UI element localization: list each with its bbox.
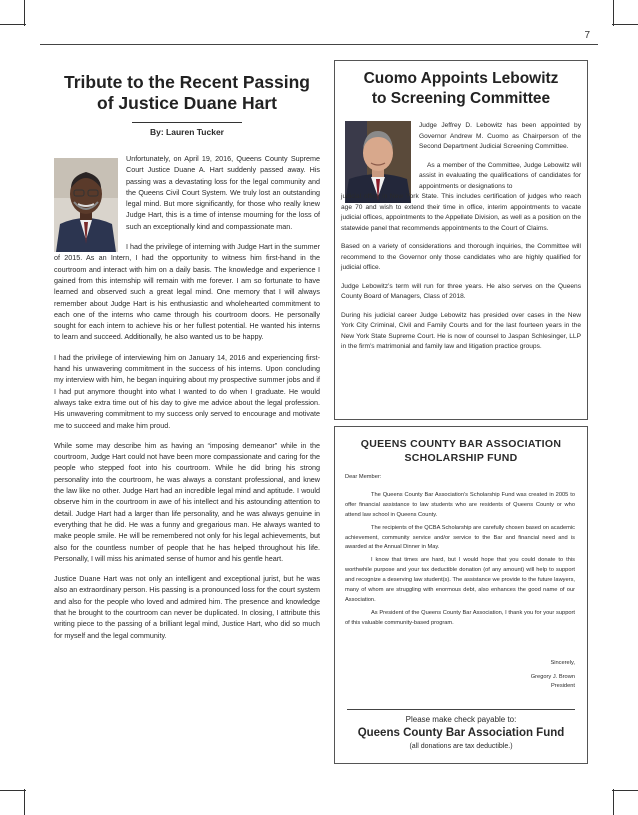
tribute-paragraph: While some may describe him as having an “imposing demeanor” while in the courtroom, Judge Hart could not have been more compassionate and caring for the people who stepped foot into his courtroom. While he did bring his strong personality into the courtroom, he was always a constant professional, and knew the law like no other. Judge Hart had an incredible legal mind and aptitude. I would observe him in the courtroom in awe of his intellect and his astounding attention to detail. Judge Hart had a larger than life personality, and he was always genuine in everything that he did. He was a funny and gregarious man. He always wanted to make people smile. He will be remembered not only for his legal achievements, but also for the countless number of people that he has helped throughout his life. Personally, I will miss his animated sense of humor and his gentle heart.: [54, 440, 320, 563]
cuomo-paragraph: During his judicial career Judge Lebowitz has presided over cases in the New York City Criminal, Civil and Family Courts and for the last fourteen years in the New York State Supreme Court. He is now of counsel to Jaspan Schlesinger, LLP in the firm’s matrimonial and family law and litigation practice groups.: [341, 311, 581, 350]
crop-mark: [613, 789, 614, 815]
cuomo-title-line2: to Screening Committee: [371, 90, 551, 107]
byline: [54, 122, 320, 137]
closing: Sincerely,: [550, 660, 575, 666]
header-rule: [40, 44, 598, 45]
crop-mark: [613, 0, 614, 26]
cuomo-paragraph: judicial office in New York State. This includes certification of judges who reach age 70 and wish to extend their time in office, interim appointments to vacate judicial offices, appointments to the Appellate Division, as well as a position on the statewide panel that recommends appointments to the Court of Claims.: [341, 193, 581, 232]
scholarship-title-line1: QUEENS COUNTY BAR ASSOCIATION: [360, 438, 562, 450]
byline-text: By: Lauren Tucker: [149, 127, 224, 137]
cuomo-title-line1: Cuomo Appoints Lebowitz: [363, 70, 559, 87]
cuomo-title: [335, 69, 587, 109]
scholarship-paragraph: The Queens County Bar Association’s Scholarship Fund was created in 2005 to offer financial assistance to law students who are residents of Queens County or who attend law school in Queens County.: [345, 491, 575, 518]
cuomo-paragraph: Based on a variety of considerations and thorough inquiries, the Committee will recommend to the Governor only those candidates who are highly qualified for judicial office.: [341, 243, 581, 271]
signer-title: President: [550, 683, 575, 689]
tribute-article: [54, 72, 320, 641]
crop-mark: [0, 790, 26, 791]
scholarship-paragraph: As President of the Queens County Bar Association, I thank you for your support of this valuable community-based program.: [345, 609, 575, 626]
tribute-paragraph: Unfortunately, on April 19, 2016, Queens County Supreme Court Justice Duane A. Hart suddenly passed away. His passing was a devastating loss for the legal community and the Queens Civil Court System. We truly lost an outstanding legal mind. But more significantly, for those who really knew Judge Hart, this is a time of intense mourning for the loss of such an exceptionally kind and compassionate man.: [126, 154, 320, 231]
scholarship-paragraph: I know that times are hard, but I would hope that you could donate to this worthwhile purpose and your tax deductible donation (of any amount) will help to support and recognize a deserving law student(s). The assistance we provide to the future lawyers, many of whom are struggling with enormous debt, also enhances the good name of our Association.: [345, 557, 575, 603]
tribute-title-line2: of Justice Duane Hart: [97, 93, 277, 113]
scholarship-title: [335, 437, 587, 465]
salutation: Dear Member:: [345, 474, 382, 480]
section-rule: [347, 709, 575, 710]
tribute-title: [54, 72, 320, 114]
cuomo-paragraph: As a member of the Committee, Judge Lebowitz will assist in evaluating the qualifications of candidates for appointments or designations to: [419, 161, 581, 190]
signer-name: Gregory J. Brown: [530, 674, 575, 680]
crop-mark: [612, 24, 638, 25]
page-number: 7: [584, 30, 590, 41]
byline-rule: [132, 122, 242, 123]
scholarship-paragraph: The recipients of the QCBA Scholarship are carefully chosen based on academic achievement, community service and/or service to the Bar and financial need and is awarded at the Annual Dinner in May.: [345, 524, 575, 551]
tribute-paragraph: Justice Duane Hart was not only an intelligent and exceptional jurist, but he was also an extraordinary person. His passing is a pronounced loss for the court system and also for the people who loved and admired him. The presence and knowledge that he brought to the courtroom can never be duplicated. In closing, I attribute this writing piece to the passing of a brilliant legal mind, Justice Hart, who did so much for myself and the legal community.: [54, 574, 320, 640]
tax-note: (all donations are tax deductible.): [409, 743, 513, 750]
signature-block: [455, 659, 575, 691]
crop-mark: [24, 0, 25, 26]
cuomo-paragraph: Judge Jeffrey D. Lebowitz has been appointed by Governor Andrew M. Cuomo as Chairperson of the Second Department Judicial Screening Committee.: [419, 122, 581, 150]
scholarship-body: [345, 473, 575, 629]
cuomo-paragraph: Judge Lebowitz’s term will run for three years. He also serves on the Queens County Board of Managers, Class of 2018.: [341, 282, 581, 300]
cuomo-body: [341, 121, 581, 353]
tribute-title-line1: Tribute to the Recent Passing: [63, 72, 311, 92]
payee-name: Queens County Bar Association Fund: [357, 727, 565, 739]
justice-hart-photo: [54, 158, 118, 252]
crop-mark: [0, 24, 26, 25]
crop-mark: [612, 790, 638, 791]
scholarship-title-line2: SCHOLARSHIP FUND: [404, 452, 518, 464]
cuomo-article-box: [334, 60, 588, 420]
check-line: Please make check payable to:: [405, 715, 517, 724]
scholarship-box: [334, 426, 588, 764]
crop-mark: [24, 789, 25, 815]
tribute-paragraph: I had the privilege of interviewing him on January 14, 2016 and experiencing first-hand his unwavering commitment in the success of his interns. Upon concluding my interview with him, he began inquiring about my prospective summer jobs and if I had put anymore thought into what I wanted to do when I graduate. He would always take extra time out of his day to give me advice about the legal profession. His unwavering commitment to my success only served to encourage and motivate me to succeed and make him proud.: [54, 352, 320, 430]
tribute-paragraph: I had the privilege of interning with Judge Hart in the summer of 2015. As an Intern, I had the opportunity to witness him first-hand in the courtroom and interact with him on a daily basis. The knowledge and experience I gained from this internship will remain with me forever. I am so fortunate to have learned and observed such a great legal mind. One memory that I will always remember about Judge Hart is his enthusiastic and wholehearted commitment to each one of the interns who came through his courtroom doors. He personally sought for each intern to achieve his or her fullest potential. He wanted his interns to learn and succeed. Additionally, he also wanted us to be happy.: [54, 242, 320, 342]
